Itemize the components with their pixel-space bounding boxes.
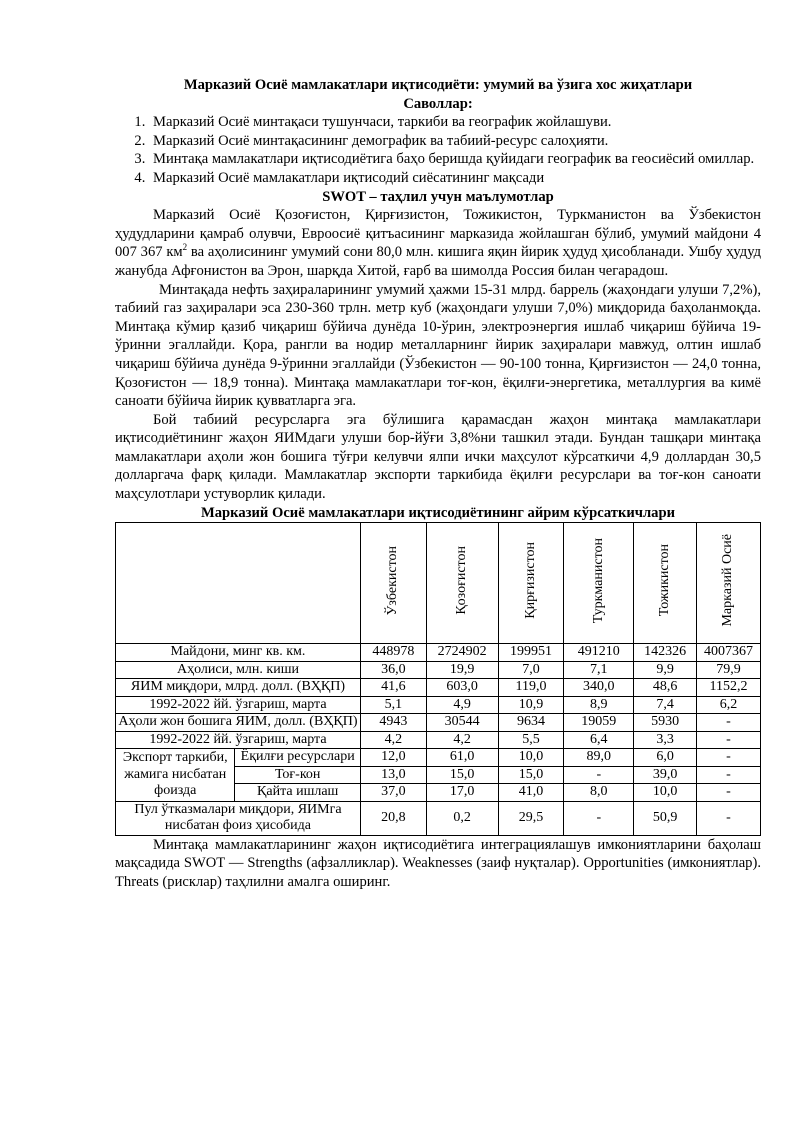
row-label: ЯИМ миқдори, млрд. долл. (ВҲҚП)	[116, 679, 361, 697]
table-cell: -	[697, 801, 761, 835]
table-cell: 4943	[360, 714, 426, 732]
table-cell: -	[564, 801, 634, 835]
table-cell: 603,0	[426, 679, 498, 697]
table-cell: 19059	[564, 714, 634, 732]
table-cell: 39,0	[634, 766, 697, 784]
table-cell: 119,0	[498, 679, 564, 697]
table-cell: 7,1	[564, 661, 634, 679]
table-cell: 5,5	[498, 731, 564, 749]
row-label: Аҳолиси, млн. киши	[116, 661, 361, 679]
table-cell: -	[697, 731, 761, 749]
table-cell: -	[697, 766, 761, 784]
table-cell: 61,0	[426, 749, 498, 767]
swot-heading: SWOT – таҳлил учун маълумотлар	[322, 188, 554, 205]
column-header: Ўзбекистон	[360, 523, 426, 644]
table-cell: 5930	[634, 714, 697, 732]
table-cell: 4,2	[426, 731, 498, 749]
table-cell: 10,9	[498, 696, 564, 714]
table-cell: 89,0	[564, 749, 634, 767]
paragraph-task: Минтақа мамлакатларининг жаҳон иқтисодиётига интеграциялашув имкониятларини баҳолаш мақсадида SWOT — Strengths (афзалликлар). Weaknesses (заиф нуқталар). Opportunities (имкониятлар). Threats (рисклар) таҳлилни амалга оширинг.	[115, 836, 761, 890]
table-cell: 4,9	[426, 696, 498, 714]
row-label: Пул ўтказмалари миқдори, ЯИМга нисбатан фоиз ҳисобида	[116, 801, 361, 835]
table-row	[116, 749, 761, 767]
table-cell: 12,0	[360, 749, 426, 767]
page-title: Марказий Осиё мамлакатлари иқтисодиёти: умумий ва ўзига хос жиҳатлари	[183, 77, 693, 93]
column-header: Тожикистон	[634, 523, 697, 644]
table-row	[116, 644, 761, 662]
table-cell: 7,4	[634, 696, 697, 714]
table-cell: 8,0	[564, 784, 634, 802]
table-cell: -	[564, 766, 634, 784]
row-label: Қайта ишлаш	[235, 784, 361, 802]
table-cell: 9,9	[634, 661, 697, 679]
table-cell: 4,2	[360, 731, 426, 749]
table-corner-cell	[116, 523, 361, 644]
table-cell: 1152,2	[697, 679, 761, 697]
question-item: 1. Марказий Осиё минтақаси тушунчаси, таркиби ва географик жойлашуви.	[149, 113, 761, 132]
table-cell: 5,1	[360, 696, 426, 714]
table-cell: 15,0	[498, 766, 564, 784]
paragraph-geography-b: ва аҳолисининг умумий сони 80,0 млн. кишига яқин йирик ҳудуд ҳисобланади. Ушбу ҳудуд жанубда Афғонистон ва Эрон, шарқда Хитой, ғарб ва шимолда Россия билан чегарадош.	[115, 244, 761, 279]
table-cell: 448978	[360, 644, 426, 662]
column-header: Туркманистон	[564, 523, 634, 644]
paragraph-resources: Минтақада нефть заҳираларининг умумий ҳажми 15-31 млрд. баррель (жаҳондаги улуши 7,2%), табиий газ заҳиралари эса 230-360 трлн. метр куб (жаҳондаги улуши 7,0%) миқдорида баҳоланмоқда. Минтақа кўмир қазиб чиқариш бўйича дунёда 10-ўрин, электроэнергия ишлаб чиқариш бўйича 19-ўринни эгаллайди. Қора, рангли ва нодир металларнинг йирик заҳиралари мавжуд, олтин ишлаб чиқариш бўйича дунёда 9-ўринни эгаллайди (Ўзбекистон — 90-100 тонна, Қирғизистон — 24,0 тонна, Қозоғистон — 18,9 тонна). Минтақа мамлакатлари тоғ-кон, ёқилғи-энергетика, металлургия ва кимё саноати бўйича йирик қувватларга эга.	[115, 281, 761, 410]
row-label: Аҳоли жон бошига ЯИМ, долл. (ВҲҚП)	[116, 714, 361, 732]
table-cell: 48,6	[634, 679, 697, 697]
table-cell: 340,0	[564, 679, 634, 697]
table-cell: -	[697, 784, 761, 802]
document-page	[115, 76, 761, 892]
table-cell: 10,0	[498, 749, 564, 767]
table-cell: 3,3	[634, 731, 697, 749]
table-row	[116, 731, 761, 749]
table-cell: 36,0	[360, 661, 426, 679]
table-header-row	[116, 523, 761, 644]
superscript-2: 2	[182, 242, 188, 253]
table-cell: 15,0	[426, 766, 498, 784]
row-label: 1992-2022 йй. ўзгариш, марта	[116, 696, 361, 714]
column-header: Марказий Осиё	[697, 523, 761, 644]
table-cell: 4007367	[697, 644, 761, 662]
question-item: 4. Марказий Осиё мамлакатлари иқтисодий сиёсатининг мақсади	[149, 169, 761, 188]
table-cell: 41,0	[498, 784, 564, 802]
column-header: Қирғизистон	[498, 523, 564, 644]
table-cell: 17,0	[426, 784, 498, 802]
column-header: Қозоғистон	[426, 523, 498, 644]
table-cell: 13,0	[360, 766, 426, 784]
table-cell: 8,9	[564, 696, 634, 714]
paragraph-geography	[115, 206, 761, 280]
table-cell: 199951	[498, 644, 564, 662]
row-label: Ёқилғи ресурслари	[235, 749, 361, 767]
table-row	[116, 714, 761, 732]
row-label: Майдони, минг кв. км.	[116, 644, 361, 662]
table-cell: 37,0	[360, 784, 426, 802]
table-row	[116, 679, 761, 697]
table-cell: 0,2	[426, 801, 498, 835]
table-cell: 10,0	[634, 784, 697, 802]
table-cell: 29,5	[498, 801, 564, 835]
table-cell: 19,9	[426, 661, 498, 679]
indicators-table	[115, 522, 761, 836]
table-row	[116, 696, 761, 714]
table-title: Марказий Осиё мамлакатлари иқтисодиётининг айрим кўрсаткичлари	[200, 504, 676, 521]
table-cell: 6,4	[564, 731, 634, 749]
table-cell: -	[697, 749, 761, 767]
table-cell: 6,2	[697, 696, 761, 714]
table-row	[116, 801, 761, 835]
question-item: 2. Марказий Осиё минтақасининг демографик ва табиий-ресурс салоҳияти.	[149, 132, 761, 151]
row-label: 1992-2022 йй. ўзгариш, марта	[116, 731, 361, 749]
table-cell: 30544	[426, 714, 498, 732]
table-cell: 41,6	[360, 679, 426, 697]
table-row	[116, 661, 761, 679]
row-label: Тоғ-кон	[235, 766, 361, 784]
questions-list	[115, 113, 761, 187]
table-cell: 50,9	[634, 801, 697, 835]
table-cell: 2724902	[426, 644, 498, 662]
export-group-label: Экспорт таркиби, жамига нисбатан фоизда	[116, 749, 235, 802]
table-cell: 491210	[564, 644, 634, 662]
questions-heading: Саволлар:	[403, 95, 473, 112]
table-cell: 79,9	[697, 661, 761, 679]
table-cell: 20,8	[360, 801, 426, 835]
paragraph-economy: Бой табиий ресурсларга эга бўлишига қарамасдан жаҳон минтақа мамлакатлари иқтисодиётининг жаҳон ЯИМдаги улуши бор-йўғи 3,8%ни ташкил этади. Бундан ташқари минтақа мамлакатлари аҳоли жон бошига тўғри келувчи ялпи ички маҳсулот кўрсаткичи 4,9 доллардан 30,5 долларгача фарқ қилади. Мамлакатлар экспорти таркибида ёқилғи ресурслари ва тоғ-кон саноати маҳсулотлари устуворлик қилади.	[115, 411, 761, 503]
table-cell: 9634	[498, 714, 564, 732]
question-item: 3. Минтақа мамлакатлари иқтисодиётига баҳо беришда қуйидаги географик ва геосиёсий омиллар.	[149, 150, 761, 169]
paragraph-geography-a: Марказий Осиё Қозоғистон, Қирғизистон, Тожикистон, Туркманистон ва Ўзбекистон ҳудудларини қамраб олувчи, Евроосиё қитъасининг марказида жойлашган бўлиб, умумий майдони 4 007 367 км	[115, 207, 761, 261]
table-cell: 7,0	[498, 661, 564, 679]
table-cell: 142326	[634, 644, 697, 662]
table-cell: 6,0	[634, 749, 697, 767]
table-cell: -	[697, 714, 761, 732]
